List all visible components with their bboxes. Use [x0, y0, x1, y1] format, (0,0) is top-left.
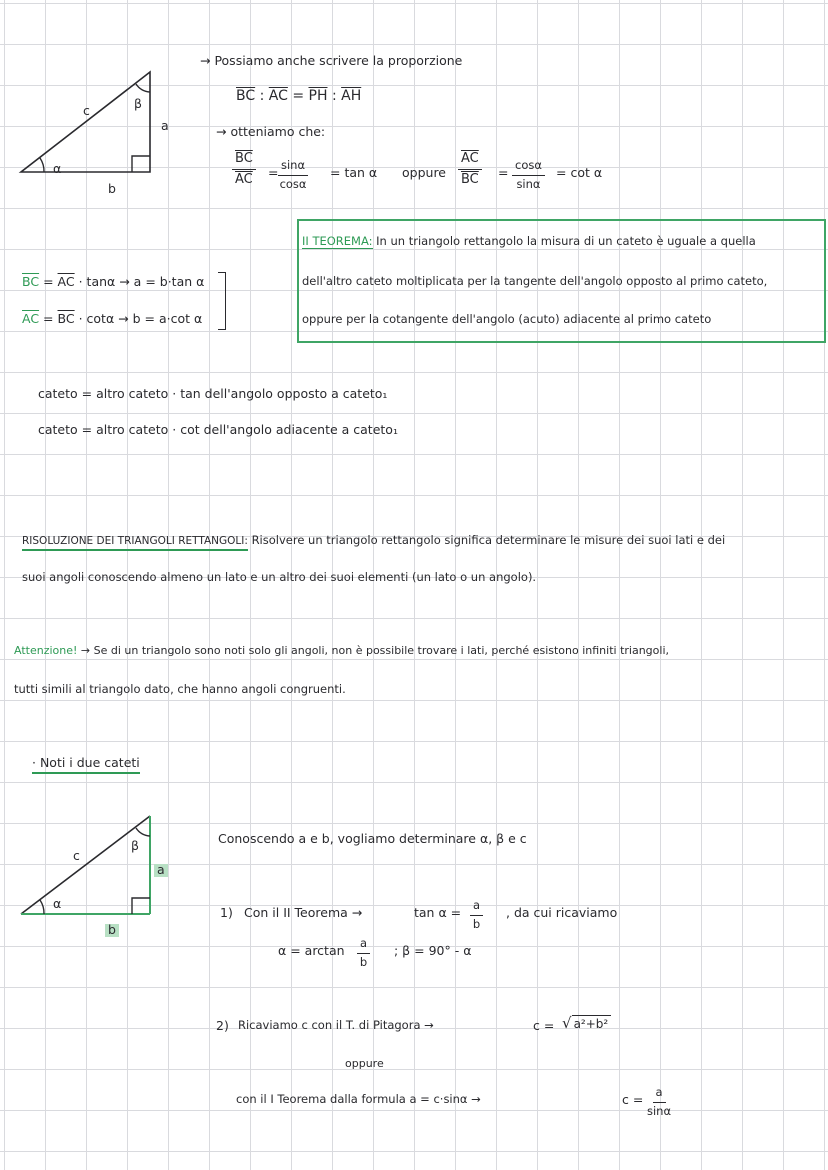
proportion-intro: → Possiamo anche scrivere la proporzione	[200, 53, 463, 68]
triangle-bottom-label-alpha: α	[53, 896, 62, 911]
triangle-top-beta-arc	[136, 84, 150, 92]
triangle-top-alpha-arc	[40, 158, 44, 172]
theorem-title: II TEOREMA:	[302, 234, 373, 248]
formula-bracket	[218, 272, 226, 330]
step2-line2: con il I Teorema dalla formula a = c·sinα →	[236, 1092, 481, 1106]
attenzione-label: Attenzione!	[14, 644, 78, 657]
triangle-bottom-label-b: b	[105, 924, 119, 937]
formula-line-1: $\overline{BC} = \overline{AC} \cdot \tan\alpha \to a = b\cdot\tan$ α	[22, 274, 205, 289]
step1-tan: tan α =	[414, 905, 462, 920]
triangle-bottom-right-angle	[132, 898, 150, 914]
triangle-bottom-diagram	[0, 800, 200, 940]
triangle-bottom-label-beta: β	[131, 838, 139, 853]
step2-prefix: 2)	[216, 1018, 229, 1033]
step1-frac-a-b: $\frac{a}{b}$	[470, 899, 483, 932]
triangle-top-label-a: a	[161, 118, 169, 133]
step1-beta: ; β = 90° - α	[394, 943, 472, 958]
oppure-top: oppure	[402, 165, 446, 180]
step1-prefix: 1)	[220, 905, 233, 920]
frac-eq-2: =	[498, 165, 509, 180]
frac-eq-1: =	[268, 165, 279, 180]
frac-sin-cos: $\frac{\sin\alpha}{\cos\alpha}$	[279, 158, 307, 191]
eq-cot: = cot α	[556, 165, 603, 180]
frac-ac-bc: $\frac{\overline{AC}}{BC}$	[458, 151, 482, 187]
triangle-top-label-b: b	[108, 181, 116, 196]
triangle-bottom-label-a: a	[154, 864, 168, 877]
formula-line-2: $\overline{AC} = \overline{BC} \cdot \cot\alpha \to b = a\cdot\cot$ α	[22, 311, 203, 326]
step1-tail: , da cui ricaviamo	[506, 905, 618, 920]
frac-cos-sin: $\frac{\cos\alpha}{\sin\alpha}$	[512, 159, 545, 192]
obtain-text: → otteniamo che:	[216, 124, 326, 139]
triangle-top-shape	[21, 72, 150, 172]
risoluzione-line-1: RISOLUZIONE DEI TRIANGOLI RETTANGOLI: Risolvere un triangolo rettangolo significa determinare le misure dei suoi lati e dei	[22, 535, 725, 547]
solution-intro: Conoscendo a e b, vogliamo determinare α, β e c	[218, 831, 527, 846]
risoluzione-line-2: suoi angoli conoscendo almeno un lato e un altro dei suoi elementi (un lato o un angolo).	[22, 570, 537, 584]
noti-cateti-heading: · Noti i due cateti	[32, 757, 140, 774]
theorem-line-3: oppure per la cotangente dell'angolo (acuto) adiacente al primo cateto	[302, 312, 712, 326]
step1-text: Con il II Teorema →	[244, 905, 363, 920]
triangle-bottom-beta-arc	[136, 828, 150, 836]
attenzione-line-2: tutti simili al triangolo dato, che hanno angoli congruenti.	[14, 682, 346, 696]
step2-c-eq2: c =	[622, 1092, 644, 1107]
theorem-line-2: dell'altro cateto moltiplicata per la tangente dell'angolo opposto al primo cateto,	[302, 274, 768, 288]
triangle-top-right-angle	[132, 156, 150, 172]
eq-tan: = tan α	[330, 165, 378, 180]
step2-frac-a-sin: $\frac{a}{\sin\alpha}$	[647, 1085, 672, 1118]
proportion-formula: $\overline{BC}$ : $\overline{AC} = \overline{PH}$ : $\overline{AH}$	[236, 88, 362, 104]
cateto-rule-1: cateto = altro cateto · tan dell'angolo opposto a cateto₁	[38, 386, 388, 401]
theorem-line-1: II TEOREMA: In un triangolo rettangolo la misura di un cateto è uguale a quella	[302, 234, 756, 248]
step2-oppure: oppure	[345, 1057, 384, 1070]
cateto-rule-2: cateto = altro cateto · cot dell'angolo adiacente a cateto₁	[38, 422, 398, 437]
step2-sqrt: √ a²+b²	[562, 1016, 611, 1031]
triangle-bottom-alpha-arc	[40, 900, 44, 914]
triangle-top-label-alpha: α	[53, 161, 62, 176]
triangle-top-label-beta: β	[134, 96, 142, 111]
attenzione-line-1: Attenzione! → Se di un triangolo sono noti solo gli angoli, non è possibile trovare i lati, perché esistono infiniti triangoli,	[14, 644, 670, 657]
frac-bc-ac: $\frac{\overline{BC}}{AC}$	[232, 151, 256, 187]
triangle-top-label-c: c	[83, 103, 90, 118]
risoluzione-title: RISOLUZIONE DEI TRIANGOLI RETTANGOLI:	[22, 535, 248, 551]
step2-text: Ricaviamo c con il T. di Pitagora →	[238, 1018, 434, 1032]
step1-arctan-frac: $\frac{a}{b}$	[357, 937, 370, 970]
triangle-bottom-hypotenuse	[21, 816, 150, 914]
step1-arctan: α = arctan	[278, 943, 345, 958]
triangle-top-diagram	[0, 0, 200, 200]
triangle-bottom-label-c: c	[73, 848, 80, 863]
step2-c-eq: c =	[533, 1018, 555, 1033]
